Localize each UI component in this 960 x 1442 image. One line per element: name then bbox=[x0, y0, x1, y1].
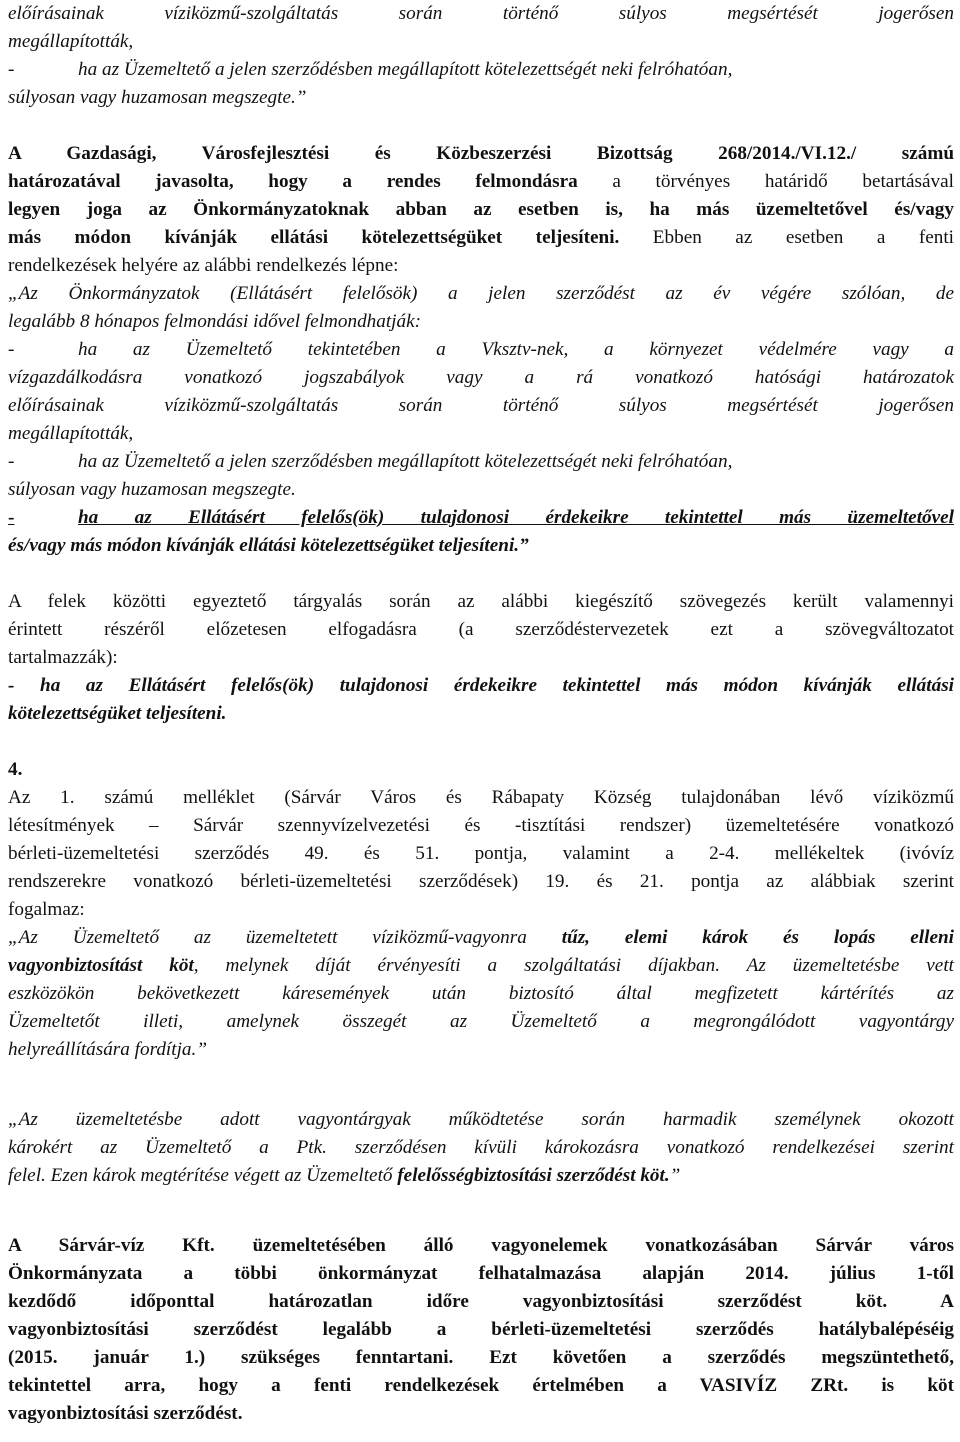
text-line: A Gazdasági, Városfejlesztési és Közbeszerzési Bizottság 268/2014./VI.12./ számú bbox=[8, 143, 954, 164]
text-line: megállapították, bbox=[8, 31, 134, 52]
text-line: súlyosan vagy huzamosan megszegte. bbox=[8, 479, 296, 500]
text-line: előírásainak víziközmű-szolgáltatás során történő súlyos megsértését jogerősen bbox=[8, 3, 954, 24]
text-line: A Sárvár-víz Kft. üzemeltetésében álló vagyonelemek vonatkozásában Sárvár város bbox=[8, 1235, 954, 1256]
text-line: fogalmaz: bbox=[8, 899, 85, 920]
text-line: határozatával javasolta, hogy a rendes felmondásra a törvényes határidő betartásával bbox=[8, 171, 954, 192]
text-line: felel. Ezen károk megtérítése végett az Üzemeltető felelősségbiztosítási szerződést köt.” bbox=[8, 1165, 681, 1186]
text-line: kötelezettségüket teljesíteni. bbox=[8, 703, 227, 724]
text-line: - ha az Üzemeltető a jelen szerződésben megállapított kötelezettségét neki felróhatóan, bbox=[8, 451, 733, 472]
text-line: vagyonbiztosítási szerződést legalább a bérleti-üzemeltetési szerződés hatálybalépéséig bbox=[8, 1319, 954, 1340]
text-line: vagyonbiztosítást köt, melynek díját érvényesíti a szolgáltatási díjakban. Az üzemeltetésbe vett bbox=[8, 955, 954, 976]
text-line: Üzemeltetőt illeti, amelynek összegét az Üzemeltető a megrongálódott vagyontárgy bbox=[8, 1011, 954, 1032]
text-line: létesítmények – Sárvár szennyvízelvezetési és -tisztítási rendszer) üzemeltetésére vonatkozó bbox=[8, 815, 954, 836]
text-line: előírásainak víziközmű-szolgáltatás során történő súlyos megsértését jogerősen bbox=[8, 395, 954, 416]
text-line: (2015. január 1.) szükséges fenntartani. Ezt követően a szerződés megszüntethető, bbox=[8, 1347, 954, 1368]
text-line: „Az Önkormányzatok (Ellátásért felelősök) a jelen szerződést az év végére szólóan, de bbox=[8, 283, 954, 304]
text-line: Az 1. számú melléklet (Sárvár Város és Rábapaty Község tulajdonában lévő víziközmű bbox=[8, 787, 954, 808]
text-line: vagyonbiztosítási szerződést. bbox=[8, 1403, 243, 1424]
text-line: „Az üzemeltetésbe adott vagyontárgyak működtetése során harmadik személynek okozott bbox=[8, 1109, 954, 1130]
text-line: és/vagy más módon kívánják ellátási kötelezettségüket teljesíteni.” bbox=[8, 535, 529, 556]
text-line: - ha az Üzemeltető tekintetében a Vksztv-nek, a környezet védelmére vagy a bbox=[8, 339, 954, 360]
text-line: legyen joga az Önkormányzatoknak abban az esetben is, ha más üzemeltetővel és/vagy bbox=[8, 199, 954, 220]
text-line: vízgazdálkodásra vonatkozó jogszabályok vagy a rá vonatkozó hatósági határozatok bbox=[8, 367, 954, 388]
text-line: - ha az Üzemeltető a jelen szerződésben megállapított kötelezettségét neki felróhatóan, bbox=[8, 59, 733, 80]
text-line: rendszerekre vonatkozó bérleti-üzemeltetési szerződések) 19. és 21. pontja az alábbiak szerint bbox=[8, 871, 954, 892]
text-line: helyreállítására fordítja.” bbox=[8, 1039, 207, 1060]
text-line: károkért az Üzemeltető a Ptk. szerződésen kívüli károkozásra vonatkozó rendelkezései szerint bbox=[8, 1137, 954, 1158]
text-line: más módon kívánják ellátási kötelezettségüket teljesíteni. Ebben az esetben a fenti bbox=[8, 227, 954, 248]
text-line: rendelkezések helyére az alábbi rendelkezés lépne: bbox=[8, 255, 399, 276]
text-line: súlyosan vagy huzamosan megszegte.” bbox=[8, 87, 307, 108]
text-line: A felek közötti egyeztető tárgyalás során az alábbi kiegészítő szövegezés került valamennyi bbox=[8, 591, 954, 612]
text-line: eszközökön bekövetkezett káresemények után biztosító által megfizetett kártérítés az bbox=[8, 983, 954, 1004]
text-line: bérleti-üzemeltetési szerződés 49. és 51. pontja, valamint a 2-4. mellékeltek (ivóvíz bbox=[8, 843, 954, 864]
section-number: 4. bbox=[8, 759, 23, 780]
text-line: tartalmazzák): bbox=[8, 647, 118, 668]
text-line: Önkormányzata a többi önkormányzat felhatalmazása alapján 2014. július 1-től bbox=[8, 1263, 954, 1284]
text-line: „Az Üzemeltető az üzemeltetett víziközmű-vagyonra tűz, elemi károk és lopás elleni bbox=[8, 927, 954, 948]
text-line: megállapították, bbox=[8, 423, 134, 444]
text-line: - ha az Ellátásért felelős(ök) tulajdonosi érdekeikre tekintettel más üzemeltetővel bbox=[8, 507, 954, 528]
text-line: legalább 8 hónapos felmondási idővel felmondhatják: bbox=[8, 311, 422, 332]
text-line: érintett részéről előzetesen elfogadásra (a szerződéstervezetek ezt a szövegváltozatot bbox=[8, 619, 954, 640]
text-line: kezdődő időponttal határozatlan időre vagyonbiztosítási szerződést köt. A bbox=[8, 1291, 954, 1312]
text-line: tekintettel arra, hogy a fenti rendelkezések értelmében a VASIVÍZ ZRt. is köt bbox=[8, 1375, 954, 1396]
text-line: - ha az Ellátásért felelős(ök) tulajdonosi érdekeikre tekintettel más módon kívánják ellátási bbox=[8, 675, 954, 696]
